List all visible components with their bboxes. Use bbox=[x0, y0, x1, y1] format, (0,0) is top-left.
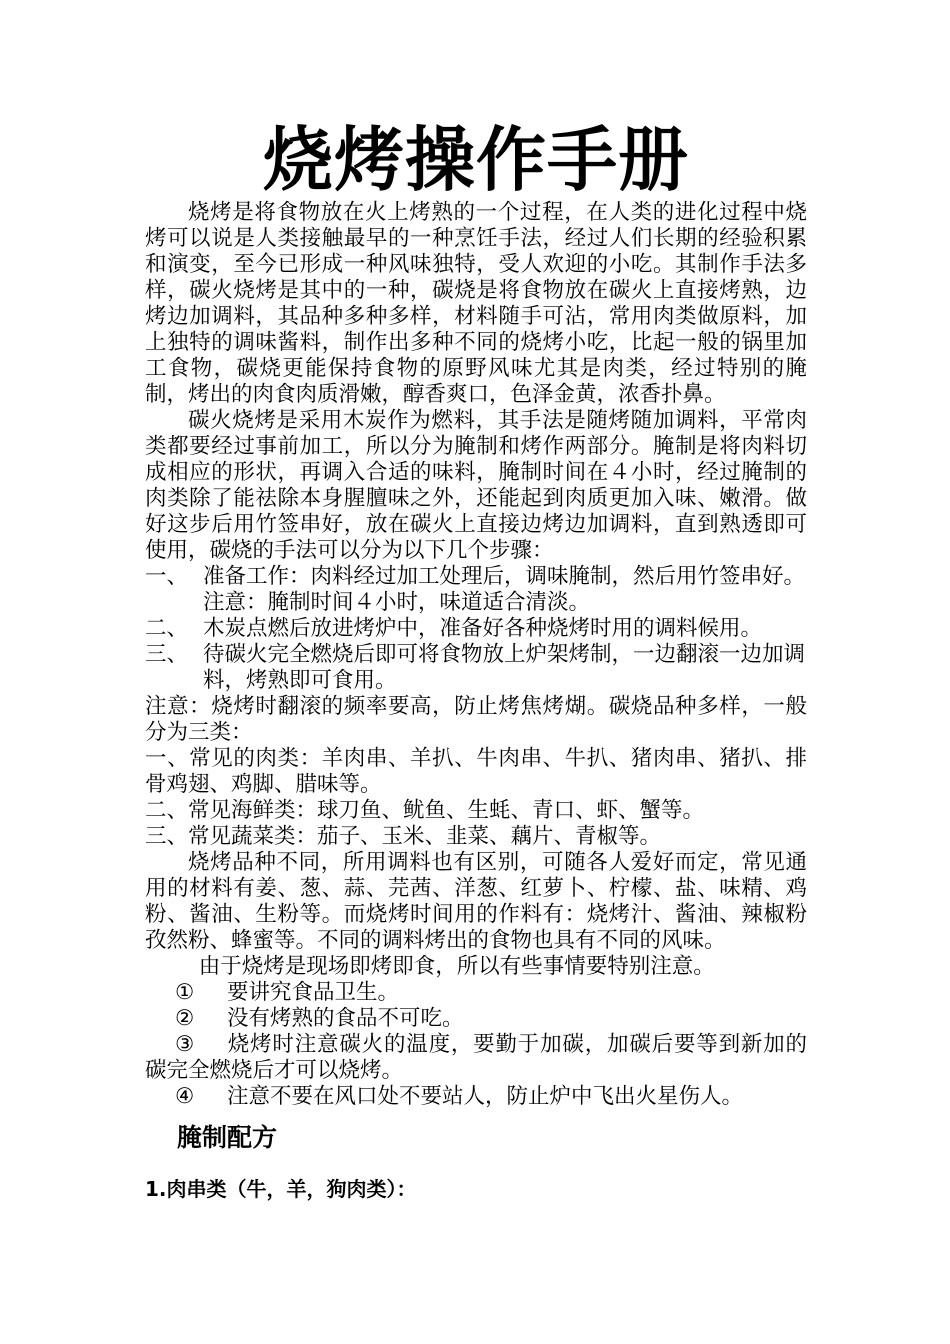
caution-number: ③ bbox=[175, 1032, 195, 1057]
caution-item bbox=[145, 1084, 807, 1110]
intro-paragraph: 烧烤是将食物放在火上烤熟的一个过程，在人类的进化过程中烧烤可以说是人类接触最早的一种烹饪手法，经过人们长期的经验积累和演变，至今已形成一种风味独特，受人欢迎的小吃。其制作手法多样，碳火烧烤是其中的一种，碳烧是将食物放在碳火上直接烤熟，边烤边加调料，其品种多种多样，材料随手可沾，常用肉类做原料，加上独特的调味酱料，制作出多种不同的烧烤小吃，比起一般的锅里加工食物，碳烧更能保持食物的原野风味尤其是肉类，经过特别的腌制，烤出的肉食肉质滑嫩，醇香爽口，色泽金黄，浓香扑鼻。 bbox=[145, 200, 807, 407]
caution-text: 没有烤熟的食品不可吃。 bbox=[227, 1006, 464, 1031]
caution-item bbox=[145, 980, 807, 1006]
step-item bbox=[145, 616, 807, 642]
step-number: 三、 bbox=[145, 642, 189, 667]
category-item: 三、常见蔬菜类：茄子、玉米、韭菜、藕片、青椒等。 bbox=[145, 824, 662, 849]
document-body bbox=[145, 200, 807, 1110]
seasoning-paragraph: 烧烤品种不同，所用调料也有区别，可随各人爱好而定，常见通用的材料有姜、葱、蒜、芫茜、洋葱、红萝卜、柠檬、盐、味精、鸡粉、酱油、生粉等。而烧烤时间用的作料有：烧烤汁、酱油、辣椒粉孜然粉、蜂蜜等。不同的调料烤出的食物也具有不同的风味。 bbox=[145, 850, 807, 953]
caution-item bbox=[145, 1006, 807, 1032]
step-item bbox=[145, 642, 807, 694]
caution-number: ④ bbox=[175, 1084, 195, 1109]
subsection-heading: 1.肉串类（牛，羊，狗肉类）： bbox=[145, 1177, 417, 1201]
note-paragraph: 注意：烧烤时翻滚的频率要高，防止烤焦烤煳。碳烧品种多样，一般分为三类： bbox=[145, 694, 807, 745]
category-item: 二、常见海鲜类：球刀鱼、鱿鱼、生蚝、青口、虾、蟹等。 bbox=[145, 798, 705, 823]
category-item: 一、常见的肉类：羊肉串、羊扒、牛肉串、牛扒、猪肉串、猪扒、排骨鸡翅、鸡脚、腊味等。 bbox=[145, 746, 807, 797]
document-title: 烧烤操作手册 bbox=[263, 119, 689, 201]
caution-intro bbox=[145, 954, 807, 980]
caution-text: 要讲究食品卫生。 bbox=[227, 980, 400, 1005]
caution-number: ① bbox=[175, 980, 195, 1005]
step-text: 木炭点燃后放进烤炉中，准备好各种烧烤时用的调料候用。 bbox=[203, 616, 763, 641]
section-heading: 腌制配方 bbox=[177, 1123, 278, 1152]
step-text: 准备工作：肉料经过加工处理后，调味腌制，然后用竹签串好。注意：腌制时间４小时，味道适合清淡。 bbox=[203, 564, 806, 615]
charcoal-paragraph: 碳火烧烤是采用木炭作为燃料，其手法是随烤随加调料，平常肉类都要经过事前加工，所以分为腌制和烤作两部分。腌制是将肉料切成相应的形状，再调入合适的味料，腌制时间在４小时，经过腌制的肉类除了能祛除本身腥膻味之外，还能起到肉质更加入味、嫩滑。做好这步后用竹签串好，放在碳火上直接边烤边加调料，直到熟透即可使用，碳烧的手法可以分为以下几个步骤： bbox=[145, 408, 807, 563]
step-text: 待碳火完全燃烧后即可将食物放上炉架烤制，一边翻滚一边加调料，烤熟即可食用。 bbox=[203, 642, 806, 693]
caution-intro-text: 由于烧烤是现场即烤即食，所以有些事情要特别注意。 bbox=[198, 954, 715, 979]
caution-number: ② bbox=[175, 1006, 195, 1031]
caution-text: 烧烤时注意碳火的温度，要勤于加碳，加碳后要等到新加的碳完全燃烧后才可以烧烤。 bbox=[145, 1032, 807, 1083]
step-item bbox=[145, 564, 807, 616]
document-page bbox=[145, 118, 807, 1204]
step-number: 一、 bbox=[145, 564, 189, 589]
caution-item bbox=[145, 1032, 807, 1084]
caution-text: 注意不要在风口处不要站人，防止炉中飞出火星伤人。 bbox=[227, 1084, 744, 1109]
step-number: 二、 bbox=[145, 616, 189, 641]
